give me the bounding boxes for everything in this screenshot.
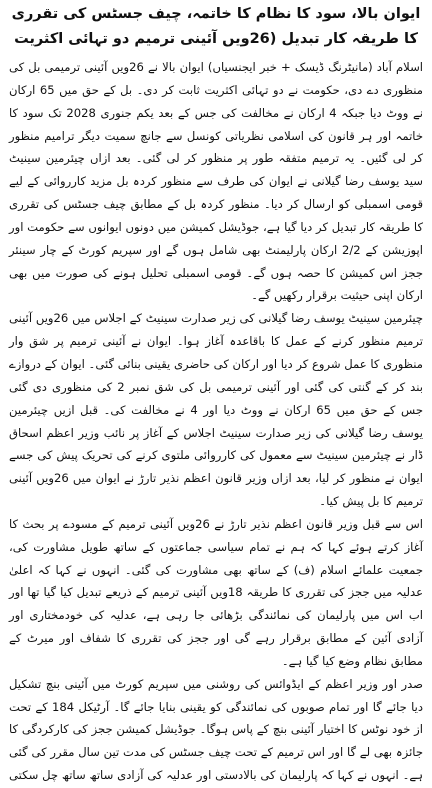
article-paragraph: چیئرمین سینیٹ یوسف رضا گیلانی کی زیر صدارت سینیٹ کے اجلاس میں 26ویں آئینی ترمیم منظور کرنے کے عمل کا باقاعدہ آغاز ہوا۔ ایوان نے آئینی ترمیم پر شق وار منظوری کا عمل شروع کر دیا اور ارکان کی حاضری یقینی بنائی گئی۔ ایوان کے دروازے بند کر کے گنتی کی گئی اور آئینی ترمیمی بل کی شق نمبر 2 کی منظوری دی گئی جس کے حق میں 65 ارکان نے ووٹ دیا اور 4 نے مخالفت کی۔ قبل ازیں چیئرمین یوسف رضا گیلانی کی زیر صدارت سینیٹ اجلاس کے آغاز پر نائب وزیر اعظم اسحاق ڈار نے چیئرمین سینیٹ سے معمول کی کارروائی ملتوی کرنے کی تحریک پیش کی جسے ایوان نے منظور کر لیا، بعد ازاں وزیر قانون اعظم نذیر تارڑ نے ایوان میں 26ویں آئینی ترمیم کا بل پیش کیا۔	[9, 311, 423, 509]
article-paragraph: صدر اور وزیر اعظم کے ایڈوائس کی روشنی میں سپریم کورٹ میں آئینی بنچ تشکیل دیا جائے گا اور تمام صوبوں کی نمائندگی کو یقینی بنایا جائے گا۔ آرٹیکل 184 کے تحت از خود نوٹس کا اختیار آئینی بنچ کے پاس ہوگا۔ جوڈیشل کمیشن ججز کی کارکردگی کا جائزہ بھی لے گا اور اس ترمیم کے تحت چیف جسٹس کی مدت تین سال مقرر کی گئی ہے۔ انہوں نے کہا کہ پارلیمان کی بالادستی اور عدلیہ کی آزادی ساتھ ساتھ چل سکتی	[9, 676, 424, 783]
article-body	[0, 56, 432, 788]
article-paragraph: اس سے قبل وزیر قانون اعظم نذیر تارڑ نے 26ویں آئینی ترمیم کے مسودے پر بحث کا آغاز کرتے ہوئے کہا کہ ہم نے تمام سیاسی جماعتوں کے ساتھ طویل مشاورت کی، جمعیت علمائے اسلام (ف) کے ساتھ بھی مشاورت کی گئی۔ انہوں نے کہا کہ اعلیٰ عدلیہ میں ججز کی تقرری کا طریقہ 18ویں آئینی ترمیم کے ذریعے تبدیل کیا گیا تھا اور اب اس میں پارلیمان کی نمائندگی بڑھائی جا رہی ہے، عدلیہ کی خودمختاری اور آزادی آئین کے مطابق برقرار رہے گی اور ججز کی تقرری کا شفاف اور میرٹ کے مطابق نظام وضع کیا گیا ہے۔	[9, 516, 424, 668]
article-headline: ایوان بالا، سود کا نظام کا خاتمہ، چیف جسٹس کی تقرری کا طریقہ کار تبدیل (26ویں آئینی ترمیم دو تہائی اکثریت	[11, 6, 421, 47]
article-paragraph: اسلام آباد (مانیٹرنگ ڈیسک + خبر ایجنسیاں) ایوان بالا نے 26ویں آئینی ترمیمی بل کی منظوری دے دی، حکومت نے دو تہائی اکثریت ثابت کر دی۔ بل کے حق میں 65 ارکان نے ووٹ دیا جبکہ 4 ارکان نے مخالفت کی جس کے بعد یکم جنوری 2028 تک سود کا خاتمہ اور ہر قانون کی اسلامی نظریاتی کونسل سے جانچ سمیت دیگر ترامیم منظور کر لی گئیں۔ یہ ترمیم متفقہ طور پر منظور کر لی گئی۔ بعد ازاں چیئرمین سینیٹ سید یوسف رضا گیلانی نے ایوان کی طرف سے منظور کردہ بل مزید کارروائی کے لیے قومی اسمبلی کو ارسال کر دیا۔ منظور کردہ بل کے مطابق چیف جسٹس کی تقرری کا طریقہ کار تبدیل کر دیا گیا ہے، جوڈیشل کمیشن میں دونوں ایوانوں سے حکومت اور اپوزیشن کے 2/2 ارکان پارلیمنٹ بھی شامل ہوں گے اور سپریم کورٹ کے چار سینئر ججز اس کمیشن کا حصہ ہوں گے۔ قومی اسمبلی تحلیل ہونے کی صورت میں بھی ارکان اپنی حیثیت برقرار رکھیں گے۔	[9, 60, 424, 303]
